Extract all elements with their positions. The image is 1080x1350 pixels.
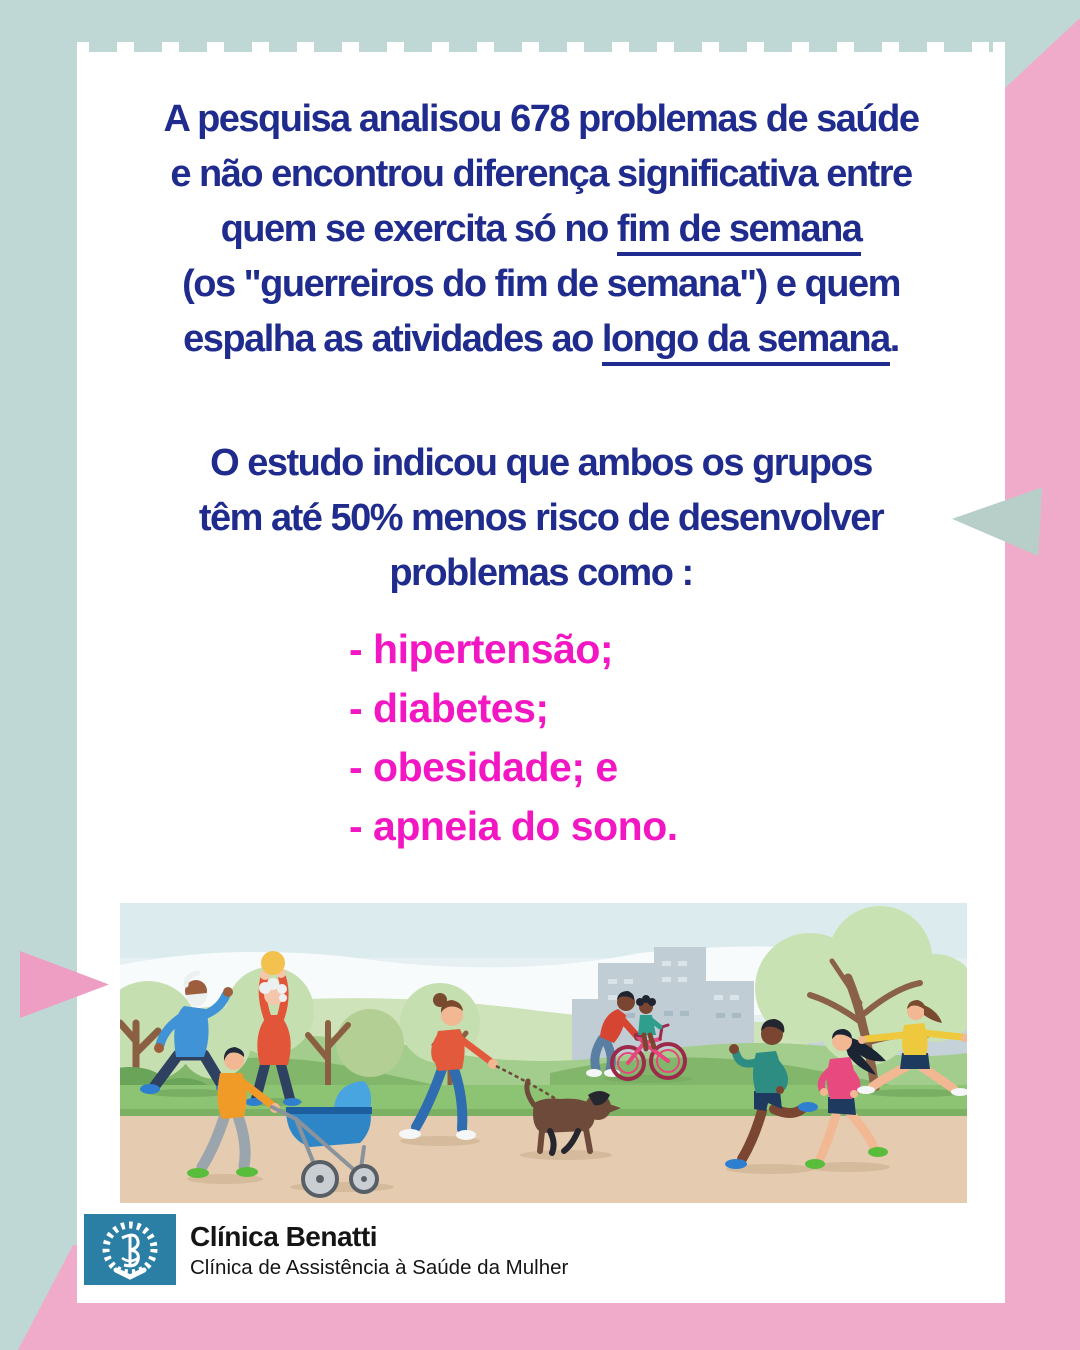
- underlined-week: longo da semana: [602, 318, 890, 366]
- headline-line-3: quem se exercita só no fim de semana: [77, 202, 1005, 257]
- dashed-border-decoration: [89, 42, 993, 52]
- headline-line-1: A pesquisa analisou 678 problemas de saúde: [163, 98, 919, 140]
- subheadline-line-2: têm até 50% menos risco de desenvolver: [198, 497, 884, 539]
- park-exercise-illustration: [120, 903, 967, 1203]
- content-card: [77, 42, 1005, 1303]
- list-item: - obesidade; e: [349, 744, 618, 790]
- list-item: - apneia do sono.: [349, 803, 678, 849]
- footer: [84, 1214, 568, 1285]
- headline-line-2: e não encontrou diferença significativa entre: [170, 153, 912, 195]
- clinic-name: Clínica Benatti: [190, 1221, 377, 1252]
- subheadline-line-3: problemas como :: [389, 552, 693, 594]
- list-item: - hipertensão;: [349, 626, 614, 672]
- headline-line-4: (os "guerreiros do fim de semana") e quem: [182, 263, 900, 305]
- subheadline: [77, 436, 1005, 601]
- subheadline-line-1: O estudo indicou que ambos os grupos: [210, 442, 872, 484]
- clinic-tagline: Clínica de Assistência à Saúde da Mulher: [190, 1256, 569, 1279]
- headline-line-5: espalha as atividades ao longo da semana.: [77, 312, 1005, 367]
- headline: [77, 92, 1005, 367]
- conditions-list: [349, 620, 678, 856]
- footer-text: [190, 1214, 568, 1282]
- clinic-logo-icon: [84, 1214, 176, 1285]
- list-item: - diabetes;: [349, 685, 549, 731]
- underlined-weekend: fim de semana: [617, 208, 862, 256]
